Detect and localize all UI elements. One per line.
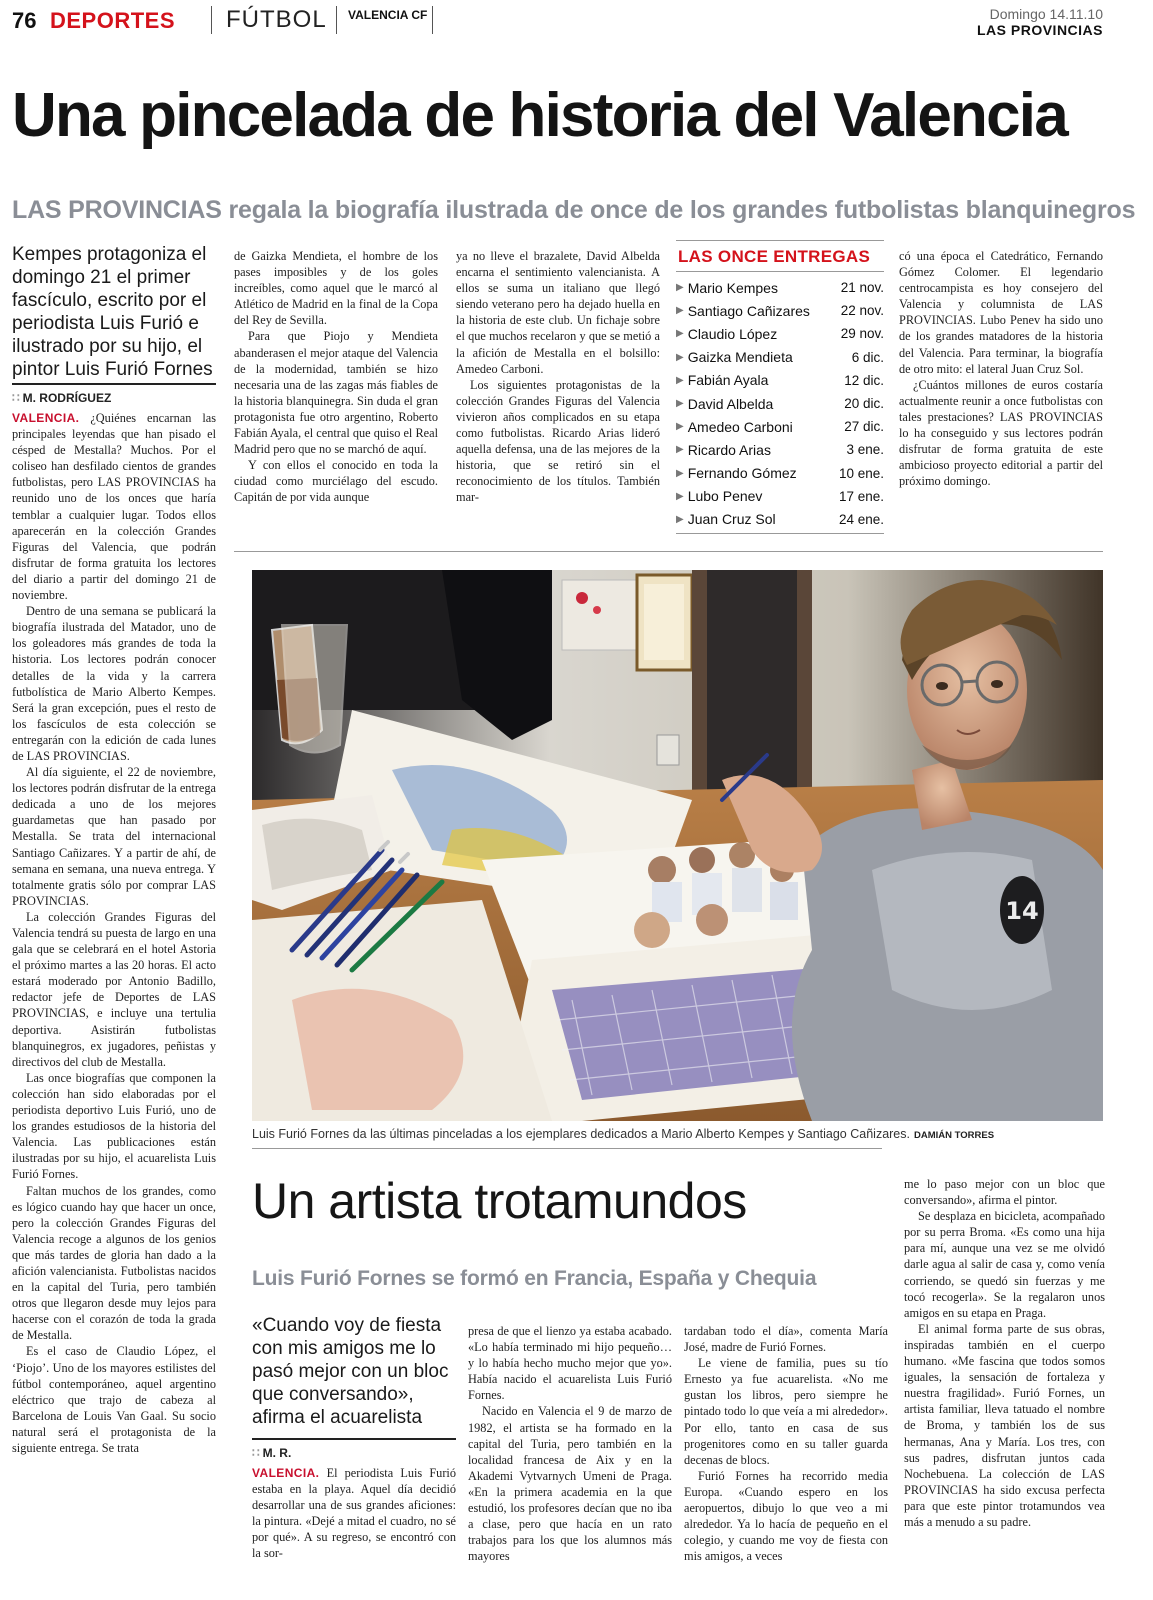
- section-divider: [234, 551, 1103, 552]
- installment-name: Santiago Cañizares: [687, 302, 810, 319]
- bullet-arrow-icon: ▶: [676, 490, 684, 502]
- painter-at-work-illustration: [252, 570, 1103, 1121]
- byline-rule: [12, 383, 216, 385]
- header-divider: [336, 6, 337, 34]
- bullet-arrow-icon: ▶: [676, 305, 684, 317]
- installment-date: 21 nov.: [840, 280, 884, 296]
- paragraph: VALENCIA. El periodista Luis Furió estaba en la playa. Aquel día decidió desarrollar una de sus grandes aficiones: la pintura. «Dejé a mitad el cuadro, no sé por qué». A su regreso, se encontró con la sor-: [252, 1466, 456, 1561]
- paragraph: La colección Grandes Figuras del Valencia tendrá su puesta de largo en una gala que se celebrará en el hotel Astoria el próximo martes a las 20 horas. El acto estará moderado por Antonio Badillo, redactor jefe de Deportes de LAS PROVINCIAS, e incluye una tertulia deportiva. Asistirán futbolistas blanquinegros, ex jugadores, peñistas y directivos del club de Mestalla.: [12, 909, 216, 1069]
- article-column-2: [234, 248, 438, 506]
- installment-row: [676, 485, 884, 508]
- installment-row: [676, 346, 884, 369]
- section-title: DEPORTES: [50, 8, 176, 33]
- bullet-arrow-icon: ▶: [676, 421, 684, 433]
- bullet-arrow-icon: ▶: [676, 351, 684, 363]
- installment-name: Juan Cruz Sol: [687, 511, 776, 528]
- article-column-5: [899, 248, 1103, 489]
- main-headline: Una pincelada de historia del Valencia: [12, 81, 1067, 150]
- paragraph: tardaban todo el día», comenta María José, madre de Furió Fornes.: [684, 1324, 888, 1355]
- photo-caption: [252, 1127, 994, 1141]
- installment-row: [676, 369, 884, 392]
- installment-date: 20 dic.: [844, 396, 884, 412]
- secondary-headline: Un artista trotamundos: [252, 1173, 747, 1229]
- installment-row: [676, 462, 884, 485]
- paragraph: Para que Piojo y Mendieta abanderasen el mejor ataque del Valencia de la modernidad, también se hizo necesaria una de las zagas más fiables de la historia blanquinegra. Sin duda el gran protagonista fue otro argentino, Roberto Fabián Ayala, el central que quiso el Real Madrid pero que no se marchó de aquí.: [234, 329, 438, 457]
- paragraph: Nacido en Valencia el 9 de marzo de 1982, el artista se ha formado en la capital del Turia, pero también en la localidad francesa de Aix y en la Akademi Vytvarnych Umeni de Praga. «En la primera academia en la que estudió, los profesores decían que no iba a clase, pero que hacía en un rato trabajos para los que los alumnos más mayores: [468, 1404, 672, 1564]
- paragraph: Se desplaza en bicicleta, acompañado por su perra Broma. «Es como una hija para mí, aunque una vez se me olvidó darle agua al salir de casa y, como venía corriendo, se quedó sin fuerzas y me tocó recogerla». Se la regalaron unos amigos en su etapa en Praga.: [904, 1209, 1105, 1320]
- installment-row: [676, 438, 884, 461]
- caption-text: Luis Furió Fornes da las últimas pinceladas a los ejemplares dedicados a Mario Alberto Kempes y Santiago Cañizares.: [252, 1127, 910, 1141]
- byline: [252, 1446, 291, 1460]
- header-divider: [432, 6, 433, 34]
- subsection-title: FÚTBOL: [226, 6, 327, 33]
- pull-quote: «Cuando voy de fiesta con mis amigos me lo pasó mejor con un bloc que conversando», afirma el acuarelista: [252, 1315, 449, 1428]
- paragraph: Furió Fornes ha recorrido media Europa. «Cuando espero en los aeropuertos, dibujo lo que veo a mi alrededor. Ya lo hacía de pequeño en el colegio, y cuando me voy de fiesta con mis amigos, a veces: [684, 1468, 888, 1564]
- installment-row: [676, 392, 884, 415]
- installment-date: 17 ene.: [838, 488, 884, 504]
- byline-author: M. R.: [262, 1446, 292, 1460]
- installment-row: [676, 276, 884, 299]
- installment-name: Mario Kempes: [687, 279, 778, 296]
- byline-dots-icon: ∷: [252, 1446, 259, 1460]
- page-number: 76: [12, 8, 37, 33]
- paragraph: Faltan muchos de los grandes, como es lógico cuando hay que hacer un once, pero la colección Grandes Figuras del Valencia recoge a algunos de los genios que más tardes de gloria han dado a la afición valencianista. Futbolistas nacidos en la capital del Turia, pero también otros que llegaron desde muy lejos para hacerse con el corazón de toda la grada de Mestalla.: [12, 1183, 216, 1343]
- header-divider: [211, 6, 212, 34]
- paragraph: VALENCIA. ¿Quiénes encarnan las principales leyendas que han pisado el césped de Mestalla? Muchos. Por el coliseo han desfilado cientos de grandes futbolistas, pero LAS PROVINCIAS ha reunido uno de los onces que haría temblar a cualquier lugar. Todos ellos aparecerán en la colección Grandes Figuras del Valencia, que podrán disfrutar de forma gratuita los lectores del diario a partir del domingo 21 de noviembre.: [12, 411, 217, 603]
- bullet-arrow-icon: ▶: [676, 398, 684, 410]
- article2-column-4: [904, 1176, 1105, 1530]
- paragraph: presa de que el lienzo ya estaba acabado. «Lo había terminado mi hijo pequeño… y lo había hecho mucho mejor que yo». Había nacido el acuarelista Luis Furió Fornes.: [468, 1324, 672, 1403]
- byline-rule: [252, 1438, 456, 1440]
- bullet-arrow-icon: ▶: [676, 467, 684, 479]
- jersey-badge-icon: [1000, 876, 1044, 944]
- paragraph: Los siguientes protagonistas de la colección Grandes Figuras del Valencia vivieron años complicados en su etapa como futbolistas. Ricardo Arias lideró aquella defensa, una de las mejores de la historia, que se retiró sin el reconocimiento de los títulos. También mar-: [456, 377, 660, 505]
- paragraph: có una época el Catedrático, Fernando Gómez Colomer. El legendario centrocampista es hoy consejero del Valencia y columnista de LAS PROVINCIAS. Lubo Penev ha sido uno de los grandes matadores de la historia del Valencia. Para terminar, la biografía de otro mito: el lateral Juan Cruz Sol.: [899, 249, 1103, 376]
- paragraph: Al día siguiente, el 22 de noviembre, los lectores podrán disfrutar de la entrega dedicada a uno de los mejores guardametas que han pasado por Mestalla. Se trata del internacional Santiago Cañizares. Y a partir de ahí, de semana en semana, una nueva entrega. Y totalmente gratis sólo por comprar LAS PROVINCIAS.: [12, 765, 216, 908]
- paragraph: Las once biografías que componen la colección han sido elaboradas por el periodista deportivo Luis Furió, uno de los grandes estudiosos de la historia del Valencia. Las publicaciones están ilustradas por su hijo, el acuarelista Luis Furió Fornes.: [12, 1070, 216, 1182]
- installment-name: Ricardo Arias: [687, 441, 771, 458]
- club-label: VALENCIA CF: [348, 8, 428, 22]
- secondary-subhead: Luis Furió Fornes se formó en Francia, España y Chequia: [252, 1267, 817, 1290]
- article2-column-1: [252, 1465, 456, 1562]
- installment-row: [676, 299, 884, 322]
- paragraph: ¿Cuántos millones de euros costaría actualmente reunir a once futbolistas con tales prestaciones? LAS PROVINCIAS lo ha conseguido y sus lectores podrán disfrutar de forma gratuita de este ambicioso proyecto editorial a partir del próximo domingo.: [899, 377, 1103, 489]
- installment-date: 27 dic.: [844, 419, 884, 435]
- installment-name: Claudio López: [687, 325, 778, 342]
- installments-title: LAS ONCE ENTREGAS: [676, 240, 884, 272]
- paragraph: Y con ellos el conocido en toda la ciudad como murciélago del escudo. Capitán de por vida aunque: [234, 458, 438, 505]
- byline: [12, 391, 111, 405]
- installment-row: [676, 322, 884, 345]
- installment-row: [676, 415, 884, 438]
- installment-row: [676, 508, 884, 531]
- caption-rule: [252, 1148, 882, 1149]
- installment-name: Lubo Penev: [687, 488, 763, 505]
- installments-list: [676, 276, 884, 531]
- installment-name: Gaizka Mendieta: [687, 349, 793, 366]
- article-photo: [252, 570, 1103, 1121]
- publication-name: LAS PROVINCIAS: [976, 22, 1103, 38]
- dateline-city: VALENCIA.: [12, 411, 80, 425]
- paragraph: El animal forma parte de sus obras, inspiradas también en el cuerpo humano. «Me fascina que todos somos iguales, la sensación de fortaleza y nuestra fragilidad». Furió Fornes, un artista familiar, lleva tatuado el nombre de Broma, y también los de sus hermanas, Ana y María. Los tres, con sus padres, disfrutan juntos cada Nochebuena. La colección de LAS PROVINCIAS ha sido excusa perfecta para que este pintor trotamundos vea más a menudo a su padre.: [904, 1321, 1105, 1529]
- article2-column-3: [684, 1323, 888, 1564]
- installment-name: Amedeo Carboni: [687, 418, 793, 435]
- installment-date: 24 ene.: [838, 511, 884, 527]
- installment-name: David Albelda: [687, 395, 774, 412]
- article-column-3: [456, 248, 660, 506]
- paragraph: de Gaizka Mendieta, el hombre de los pases imposibles y de los goles increíbles, como aquel que le marcó al Atlético de Madrid en la final de la Copa del Rey de Sevilla.: [234, 249, 438, 328]
- installment-date: 3 ene.: [846, 442, 884, 458]
- installments-bottom-rule: [676, 533, 884, 534]
- installment-name: Fabián Ayala: [687, 372, 769, 389]
- paragraph: Dentro de una semana se publicará la biografía ilustrada del Matador, uno de los goleadores más grandes de toda la historia. Los lectores podrán conocer detalles de la vida y la carrera futbolística de Mario Alberto Kempes. Será la gran excepción, pues el resto de los fascículos de esta colección se entregarán con la edición de cada lunes de LAS PROVINCIAS.: [12, 604, 216, 763]
- article-lead: Kempes protagoniza el domingo 21 el primer fascículo, escrito por el periodista Luis Furió e ilustrado por su hijo, el pintor Luis Furió Fornes: [12, 244, 213, 380]
- installment-date: 12 dic.: [844, 372, 884, 388]
- main-subhead: LAS PROVINCIAS regala la biografía ilustrada de once de los grandes futbolistas blanquinegros: [12, 196, 1136, 224]
- jersey-number: 14: [1005, 897, 1039, 925]
- installment-date: 6 dic.: [851, 349, 884, 365]
- bullet-arrow-icon: ▶: [676, 374, 684, 386]
- byline-author: M. RODRÍGUEZ: [22, 391, 112, 405]
- bullet-arrow-icon: ▶: [676, 513, 684, 525]
- article2-column-2: [468, 1323, 672, 1564]
- bullet-arrow-icon: ▶: [676, 444, 684, 456]
- paragraph: Es el caso de Claudio López, el ‘Piojo’. Uno de los mayores estilistes del fútbol contemporáneo, aquel argentino eléctrico que trajo de cabeza al Barcelona de Louis Van Gaal. Su socio natural será el protagonista de la siguiente entrega. Se trata: [12, 1344, 216, 1455]
- paragraph: me lo paso mejor con un bloc que conversando», afirma el pintor.: [904, 1177, 1105, 1208]
- installment-date: 22 nov.: [840, 303, 884, 319]
- article-column-1: [12, 410, 216, 1456]
- publication-date: Domingo 14.11.10: [989, 6, 1103, 22]
- installments-box: [676, 240, 884, 534]
- photo-credit: DAMIÁN TORRES: [913, 1130, 995, 1141]
- paragraph: ya no lleve el brazalete, David Albelda encarna el sentimiento valencianista. A ellos se suma un italiano que llegó siendo veterano pero ha dejado huella en la historia de este club. Un fichaje sobre el que muchos recelaron y que se metió a la afición de Mestalla en el bolsillo: Amedeo Carboni.: [456, 249, 660, 376]
- dateline-city: VALENCIA.: [252, 1466, 320, 1480]
- byline-dots-icon: ∷: [12, 391, 19, 405]
- bullet-arrow-icon: ▶: [676, 282, 684, 294]
- bullet-arrow-icon: ▶: [676, 328, 684, 340]
- installment-date: 29 nov.: [840, 326, 884, 342]
- installment-date: 10 ene.: [838, 465, 884, 481]
- installment-name: Fernando Gómez: [687, 465, 797, 482]
- paragraph: Le viene de familia, pues su tío Ernesto ya fue acuarelista. «No me gustan los libros, pero siempre he pintado todo lo que veía a mi alrededor». Por ello, tanto en casa de sus progenitores como en su taller guarda decenas de blocs.: [684, 1356, 888, 1467]
